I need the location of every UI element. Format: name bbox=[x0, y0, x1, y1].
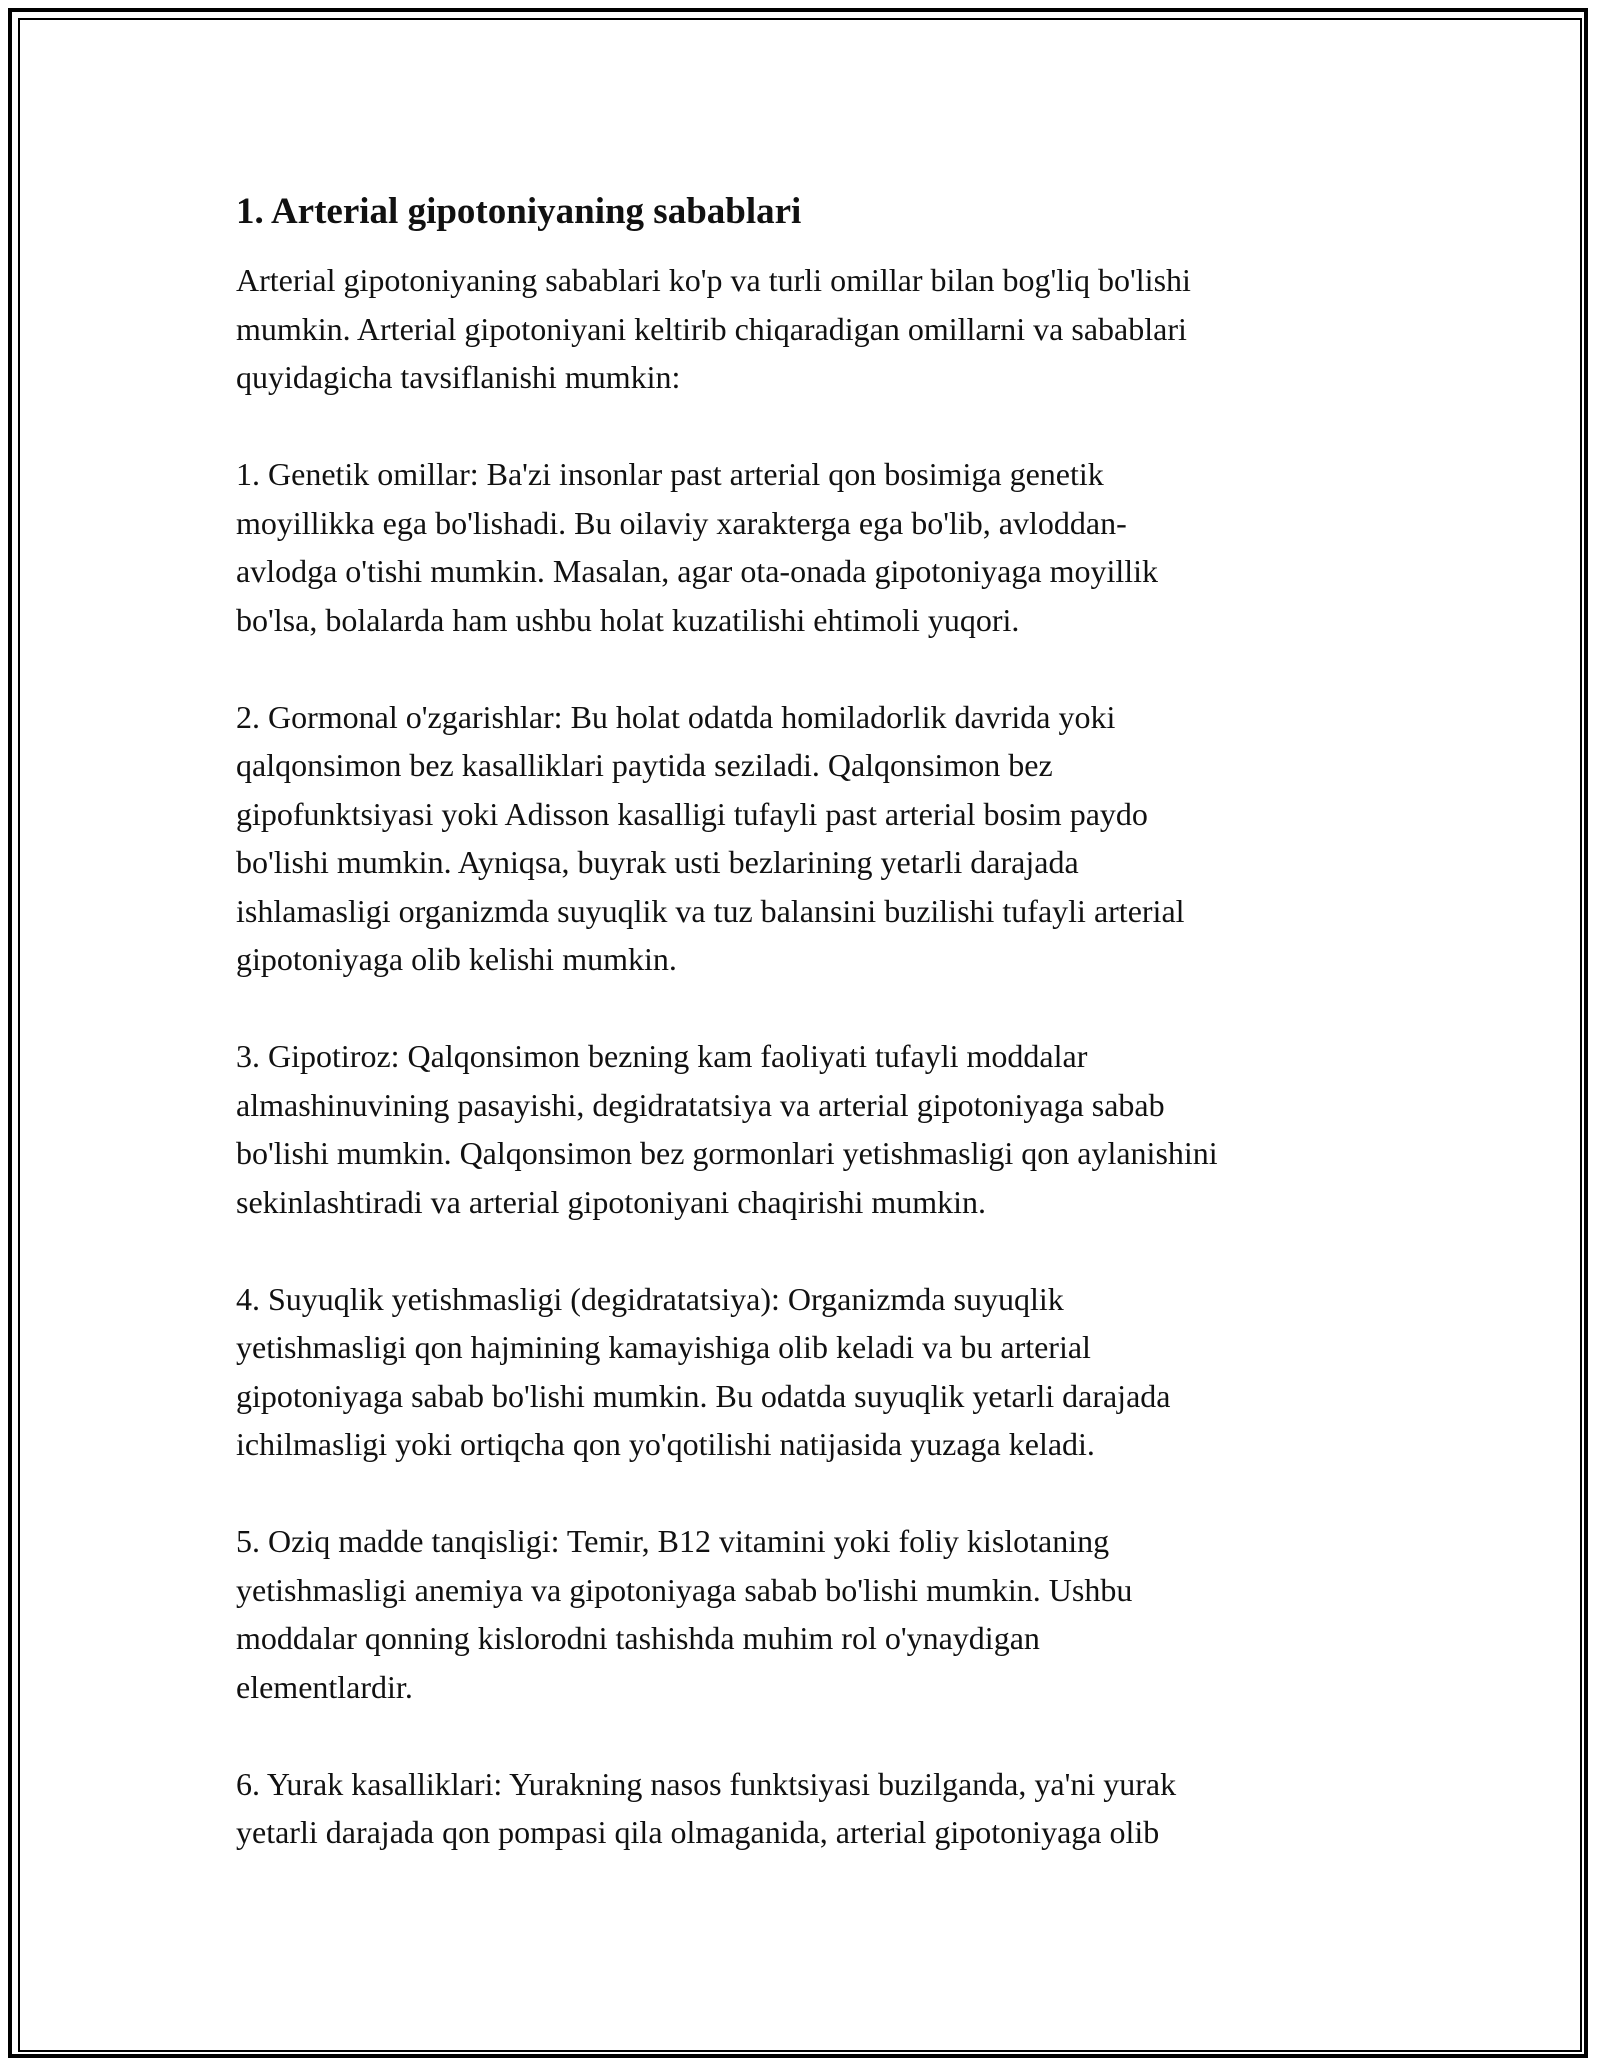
cause-hypothyroidism-paragraph: 3. Gipotiroz: Qalqonsimon bezning kam faoliyati tufayli moddalar almashinuvining pasayishi, degidratatsiya va arterial gipotoniyaga sabab bo'lishi mumkin. Qalqonsimon bez gormonlari yetishmasligi qon aylanishini sekinlashtiradi va arterial gipotoniyani chaqirishi mumkin. bbox=[236, 1038, 1218, 1220]
cause-heart-disease-paragraph: 6. Yurak kasalliklari: Yurakning nasos funktsiyasi buzilganda, ya'ni yurak yetarli darajada qon pompasi qila olmaganida, arterial gipotoniyaga olib bbox=[236, 1765, 1177, 1850]
section-heading: 1. Arterial gipotoniyaning sabablari bbox=[236, 191, 802, 232]
cause-hormonal-paragraph: 2. Gormonal o'zgarishlar: Bu holat odatda homiladorlik davrida yoki qalqonsimon bez kasalliklari paytida seziladi. Qalqonsimon bez gipofunktsiyasi yoki Adisson kasalligi tufayli past arterial bosim paydo bo'lishi mumkin. Ayniqsa, buyrak usti bezlarining yetarli darajada ishlamasligi organizmda suyuqlik va tuz balansini buzilishi tufayli arterial gipotoniyaga olib kelishi mumkin. bbox=[236, 698, 1185, 977]
intro-paragraph: Arterial gipotoniyaning sabablari ko'p va turli omillar bilan bog'liq bo'lishi mumkin. Arterial gipotoniyani keltirib chiqaradigan omillarni va sabablari quyidagicha tavsiflanishi mumkin: bbox=[236, 262, 1191, 395]
cause-genetic-paragraph: 1. Genetik omillar: Ba'zi insonlar past arterial qon bosimiga genetik moyillikka ega bo'lishadi. Bu oilaviy xarakterga ega bo'lib, avloddan- avlodga o'tishi mumkin. Masalan, agar ota-onada gipotoniyaga moyillik bo'lsa, bolalarda ham ushbu holat kuzatilishi ehtimoli yuqori. bbox=[236, 456, 1159, 638]
document-body bbox=[236, 188, 1416, 1905]
cause-nutrient-deficiency-paragraph: 5. Oziq madde tanqisligi: Temir, B12 vitamini yoki foliy kislotaning yetishmasligi anemiya va gipotoniyaga sabab bo'lishi mumkin. Ushbu moddalar qonning kislorodni tashishda muhim rol o'ynaydigan elementlardir. bbox=[236, 1523, 1133, 1705]
cause-dehydration-paragraph: 4. Suyuqlik yetishmasligi (degidratatsiya): Organizmda suyuqlik yetishmasligi qon hajmining kamayishiga olib keladi va bu arterial gipotoniyaga sabab bo'lishi mumkin. Bu odatda suyuqlik yetarli darajada ichilmasligi yoki ortiqcha qon yo'qotilishi natijasida yuzaga keladi. bbox=[236, 1280, 1171, 1462]
